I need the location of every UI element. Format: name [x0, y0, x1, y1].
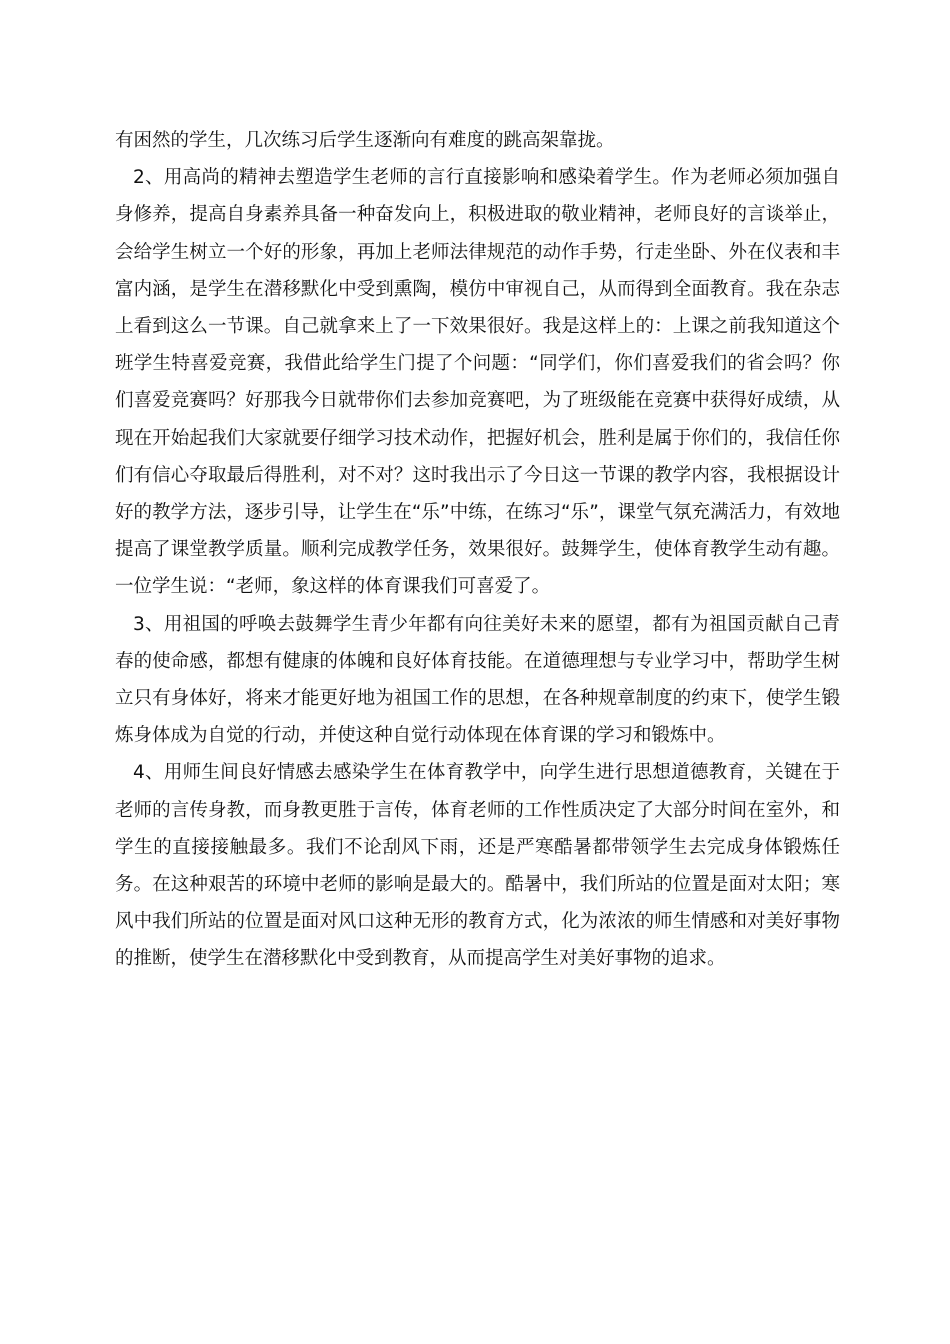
document-body	[115, 122, 840, 978]
paragraph-3-motherland-call: 3、用祖国的呼唤去鼓舞学生青少年都有向往美好未来的愿望，都有为祖国贡献自己青春的使命感，都想有健康的体魄和良好体育技能。在道德理想与专业学习中，帮助学生树立只有身体好，将来才能更好地为祖国工作的思想，在各种规章制度的约束下，使学生锻炼身体成为自觉的行动，并使这种自觉行动体现在体育课的学习和锻炼中。	[115, 613, 840, 747]
paragraph-2-noble-spirit: 2、用高尚的精神去塑造学生老师的言行直接影响和感染着学生。作为老师必须加强自身修养，提高自身素养具备一种奋发向上，积极进取的敬业精神，老师良好的言谈举止，会给学生树立一个好的形象，再加上老师法律规范的动作手势，行走坐卧、外在仪表和丰富内涵，是学生在潜移默化中受到熏陶，模仿中审视自己，从而得到全面教育。我在杂志上看到这么一节课。自己就拿来上了一下效果很好。我是这样上的：上课之前我知道这个班学生特喜爱竞赛，我借此给学生门提了个问题：“同学们，你们喜爱我们的省会吗？你们喜爱竞赛吗？好那我今日就带你们去参加竞赛吧，为了班级能在竞赛中获得好成绩，从现在开始起我们大家就要仔细学习技术动作，把握好机会，胜利是属于你们的，我信任你们有信心夺取最后得胜利，对不对？这时我出示了今日这一节课的教学内容，我根据设计好的教学方法，逐步引导，让学生在“乐”中练，在练习“乐”，课堂气氛充满活力，有效地提高了课堂教学质量。顺利完成教学任务，效果很好。鼓舞学生，使体育教学生动有趣。一位学生说：“老师，象这样的体育课我们可喜爱了。	[115, 167, 840, 598]
paragraph-4-teacher-student-emotion: 4、用师生间良好情感去感染学生在体育教学中，向学生进行思想道德教育，关键在于老师的言传身教，而身教更胜于言传，体育老师的工作性质决定了大部分时间在室外，和学生的直接接触最多。我们不论刮风下雨，还是严寒酷暑都带领学生去完成身体锻炼任务。在这种艰苦的环境中老师的影响是最大的。酷暑中，我们所站的位置是面对太阳；寒风中我们所站的位置是面对风口这种无形的教育方式，化为浓浓的师生情感和对美好事物的推断，使学生在潜移默化中受到教育，从而提高学生对美好事物的追求。	[115, 762, 840, 970]
paragraph-continuation: 有困然的学生，几次练习后学生逐渐向有难度的跳高架靠拢。	[115, 130, 615, 151]
